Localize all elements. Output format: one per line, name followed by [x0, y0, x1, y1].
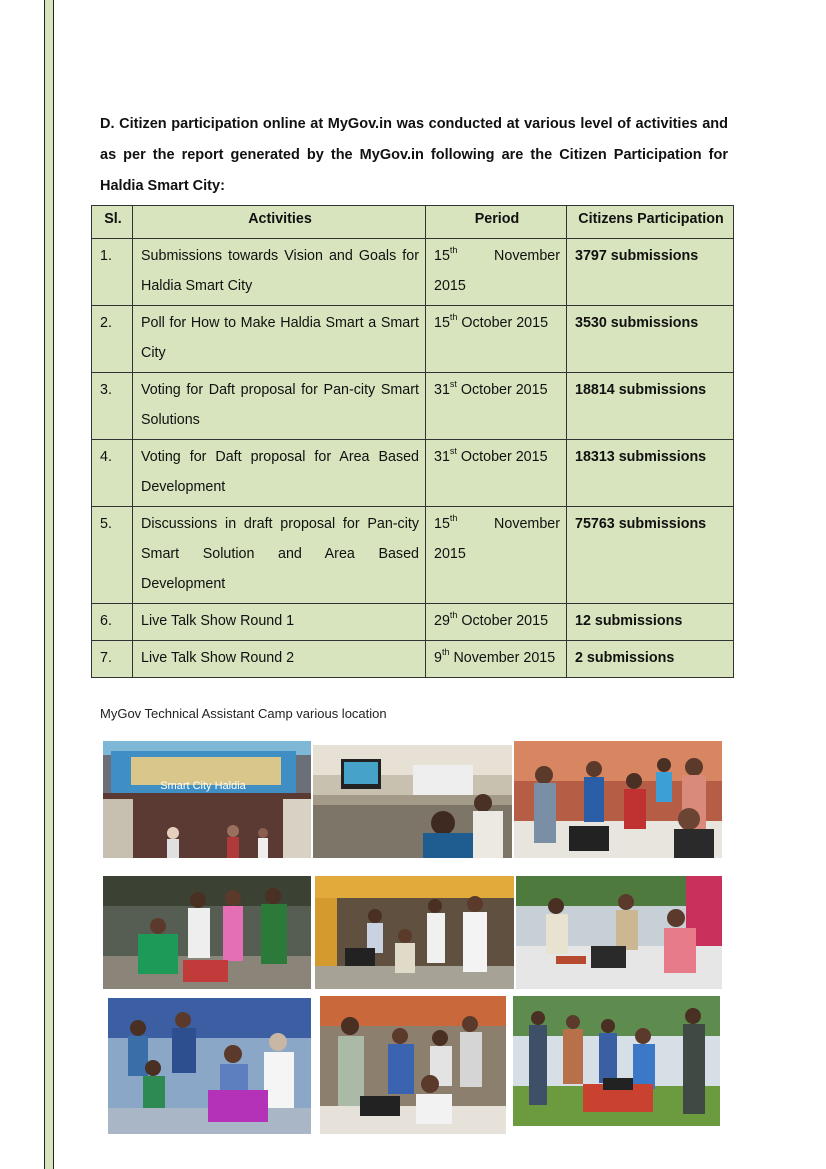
camp-photo — [108, 998, 311, 1134]
header-citizens-participation: Citizens Participation — [567, 206, 734, 239]
camp-photo — [514, 741, 722, 858]
camp-photo — [516, 876, 722, 989]
row-sl: 3. — [92, 373, 133, 440]
row-sl: 7. — [92, 641, 133, 678]
row-sl: 6. — [92, 604, 133, 641]
row-period: 31st October 2015 — [426, 440, 567, 507]
table-row — [92, 306, 734, 373]
row-period: 31st October 2015 — [426, 373, 567, 440]
header-period: Period — [426, 206, 567, 239]
row-period: 15th November 2015 — [426, 507, 567, 604]
table-row — [92, 440, 734, 507]
row-period: 9th November 2015 — [426, 641, 567, 678]
row-activity: Poll for How to Make Haldia Smart a Smart City — [133, 306, 426, 373]
row-sl: 5. — [92, 507, 133, 604]
table-row — [92, 239, 734, 306]
table-header-row — [92, 206, 734, 239]
row-activity: Voting for Daft proposal for Pan-city Smart Solutions — [133, 373, 426, 440]
row-period: 15th November 2015 — [426, 239, 567, 306]
camp-photo — [320, 996, 506, 1134]
camp-photo — [315, 876, 514, 989]
row-activity: Submissions towards Vision and Goals for Haldia Smart City — [133, 239, 426, 306]
row-participation: 12 submissions — [567, 604, 734, 641]
intro-paragraph: D. Citizen participation online at MyGov.in was conducted at various level of activities and as per the report generated by the MyGov.in following are the Citizen Participation for Haldia Smart City: — [100, 115, 728, 194]
row-activity: Live Talk Show Round 2 — [133, 641, 426, 678]
table-row — [92, 507, 734, 604]
row-sl: 2. — [92, 306, 133, 373]
participation-table — [91, 205, 734, 678]
row-participation: 2 submissions — [567, 641, 734, 678]
camp-photo — [313, 745, 512, 858]
svg-text:Smart City Haldia: Smart City Haldia — [160, 780, 246, 792]
header-sl: Sl. — [92, 206, 133, 239]
row-sl: 1. — [92, 239, 133, 306]
row-period: 29th October 2015 — [426, 604, 567, 641]
header-activities: Activities — [133, 206, 426, 239]
table-row — [92, 604, 734, 641]
photo-caption: MyGov Technical Assistant Camp various location — [100, 706, 387, 721]
row-activity: Discussions in draft proposal for Pan-city Smart Solution and Area Based Development — [133, 507, 426, 604]
row-activity: Voting for Daft proposal for Area Based Development — [133, 440, 426, 507]
row-participation: 3797 submissions — [567, 239, 734, 306]
camp-photo — [513, 996, 720, 1126]
camp-photo — [103, 741, 311, 858]
row-period: 15th October 2015 — [426, 306, 567, 373]
row-participation: 18814 submissions — [567, 373, 734, 440]
row-participation: 18313 submissions — [567, 440, 734, 507]
row-participation: 3530 submissions — [567, 306, 734, 373]
row-participation: 75763 submissions — [567, 507, 734, 604]
row-sl: 4. — [92, 440, 133, 507]
page-margin-bar — [44, 0, 54, 1169]
row-activity: Live Talk Show Round 1 — [133, 604, 426, 641]
table-row — [92, 641, 734, 678]
camp-photo — [103, 876, 311, 989]
table-row — [92, 373, 734, 440]
